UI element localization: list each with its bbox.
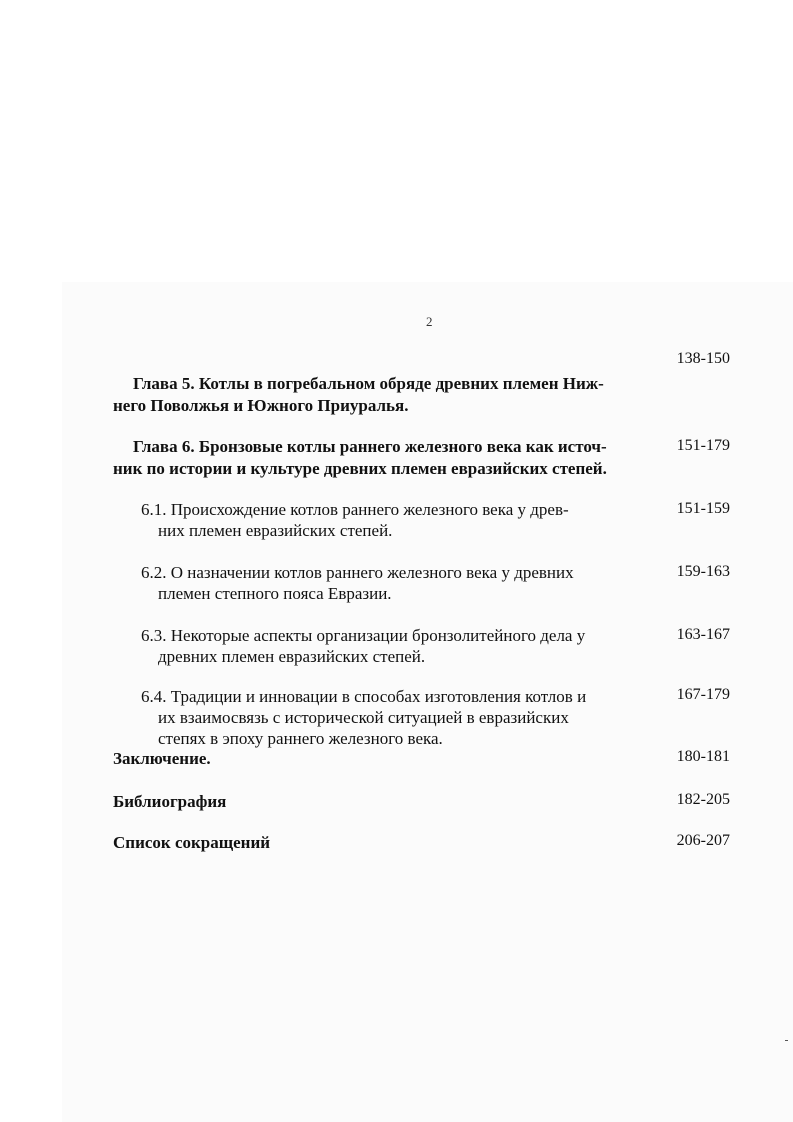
toc-title-s63-line2: древних племен евразийских степей.	[158, 647, 426, 666]
toc-title-s62-line2: племен степного пояса Евразии.	[158, 584, 392, 603]
scan-artifact-mark	[785, 1040, 788, 1041]
toc-title-conclusion: Заключение.	[113, 749, 211, 768]
toc-title-s64-line3: степях в эпоху раннего железного века.	[158, 729, 443, 748]
toc-pages-conclusion: 180-181	[676, 748, 730, 765]
toc-title-abbreviations: Список сокращений	[113, 833, 271, 852]
toc-pages-s62: 159-163	[676, 563, 730, 580]
toc-title-s64-line2: их взаимосвязь с исторической ситуацией в евразийских	[158, 708, 569, 727]
toc-title-s61-line1: 6.1. Происхождение котлов раннего железного века у древ-	[141, 500, 569, 519]
toc-title-ch6-line1: Глава 6. Бронзовые котлы раннего железного века как источ-	[133, 437, 607, 456]
toc-pages-abbreviations: 206-207	[676, 832, 730, 849]
toc-title-ch5-line1: Глава 5. Котлы в погребальном обряде древних племен Ниж-	[133, 374, 604, 393]
toc-title-bibliography: Библиография	[113, 792, 227, 811]
toc-pages-s64: 167-179	[676, 686, 730, 703]
toc-title-ch5-line2: него Поволжья и Южного Приуралья.	[113, 396, 409, 415]
toc-pages-bibliography: 182-205	[676, 791, 730, 808]
toc-pages-s61: 151-159	[676, 500, 730, 517]
toc-title-s62-line1: 6.2. О назначении котлов раннего железного века у древних	[141, 563, 574, 582]
toc-pages-s63: 163-167	[676, 626, 730, 643]
toc-title-s64-line1: 6.4. Традиции и инновации в способах изготовления котлов и	[141, 687, 587, 706]
toc-title-s61-line2: них племен евразийских степей.	[158, 521, 393, 540]
toc-title-ch6-line2: ник по истории и культуре древних племен евразийских степей.	[113, 459, 607, 478]
toc-title-s63-line1: 6.3. Некоторые аспекты организации бронзолитейного дела у	[141, 626, 586, 645]
toc-pages-ch6: 151-179	[676, 437, 730, 454]
page-number: 2	[426, 314, 433, 329]
toc-pages-ch5: 138-150	[676, 350, 730, 367]
